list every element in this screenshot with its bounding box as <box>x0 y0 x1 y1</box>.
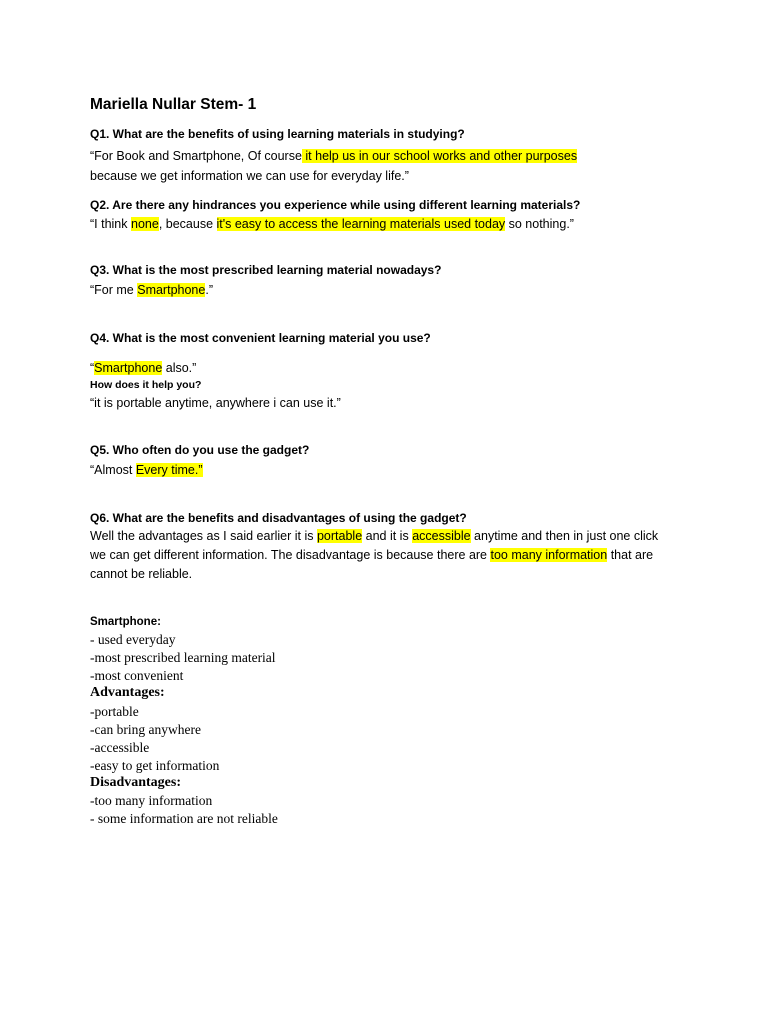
answer-4-highlight: Smartphone <box>94 361 163 375</box>
summary-item: -most convenient <box>90 668 184 683</box>
answer-6-l1-mid: and it is <box>362 529 413 543</box>
answer-3 <box>90 283 213 297</box>
answer-4-text-post: also.” <box>162 361 197 375</box>
disadvantages-heading: Disadvantages: <box>90 775 182 790</box>
disadvantage-item: -too many information <box>90 793 213 808</box>
answer-3-highlight: Smartphone <box>137 283 206 297</box>
answer-4 <box>90 361 196 375</box>
answer-6-highlight-too-many: too many information <box>490 548 608 562</box>
answer-6-line-2 <box>90 548 653 562</box>
advantage-item: -accessible <box>90 740 150 755</box>
answer-6-highlight-portable: portable <box>316 529 363 543</box>
answer-6-line-1 <box>90 529 658 543</box>
sub-question-4: How does it help you? <box>90 379 202 391</box>
document-title: Mariella Nullar Stem- 1 <box>90 96 257 113</box>
question-2: Q2. Are there any hindrances you experience while using different learning materials? <box>90 198 581 212</box>
answer-1-line-1 <box>90 149 577 163</box>
answer-2-text-mid: , because <box>158 217 217 231</box>
answer-2-text-pre: “I think <box>90 217 131 231</box>
disadvantage-item: - some information are not reliable <box>90 811 278 826</box>
answer-5 <box>90 463 203 477</box>
answer-1-text: “For Book and Smartphone, Of course <box>90 149 302 163</box>
advantage-item: -easy to get information <box>90 758 220 773</box>
summary-item: - used everyday <box>90 632 176 647</box>
answer-2-highlight-none: none <box>131 217 159 231</box>
answer-6-l1-pre: Well the advantages as I said earlier it is <box>90 529 317 543</box>
question-1: Q1. What are the benefits of using learning materials in studying? <box>90 127 465 141</box>
advantages-heading: Advantages: <box>90 685 165 700</box>
answer-6-l2-pre: we can get different information. The disadvantage is because there are <box>90 548 491 562</box>
summary-heading: Smartphone: <box>90 616 161 628</box>
answer-2-text-post: so nothing.” <box>505 217 574 231</box>
answer-5-text-pre: “Almost <box>90 463 136 477</box>
answer-4-text-pre: “ <box>90 361 95 375</box>
answer-6-l1-post: anytime and then in just one click <box>470 529 659 543</box>
question-5: Q5. Who often do you use the gadget? <box>90 443 310 457</box>
question-6: Q6. What are the benefits and disadvantages of using the gadget? <box>90 511 467 525</box>
answer-2-highlight-access: it's easy to access the learning materials used today <box>216 217 506 231</box>
answer-6-line-3: cannot be reliable. <box>90 567 193 581</box>
answer-3-text-pre: “For me <box>90 283 138 297</box>
summary-item: -most prescribed learning material <box>90 650 276 665</box>
advantage-item: -can bring anywhere <box>90 722 201 737</box>
answer-2 <box>90 217 574 231</box>
answer-3-text-post: .” <box>205 283 213 297</box>
answer-1-highlight: it help us in our school works and other purposes <box>301 149 578 163</box>
answer-6-l2-post: that are <box>607 548 654 562</box>
sub-answer-4: “it is portable anytime, anywhere i can use it.” <box>90 396 341 410</box>
answer-5-highlight: Every time.” <box>135 463 203 477</box>
answer-6-highlight-accessible: accessible <box>412 529 471 543</box>
answer-1-line-2: because we get information we can use for everyday life.” <box>90 169 409 183</box>
question-3: Q3. What is the most prescribed learning material nowadays? <box>90 263 442 277</box>
advantage-item: -portable <box>90 704 139 719</box>
question-4: Q4. What is the most convenient learning material you use? <box>90 331 431 345</box>
